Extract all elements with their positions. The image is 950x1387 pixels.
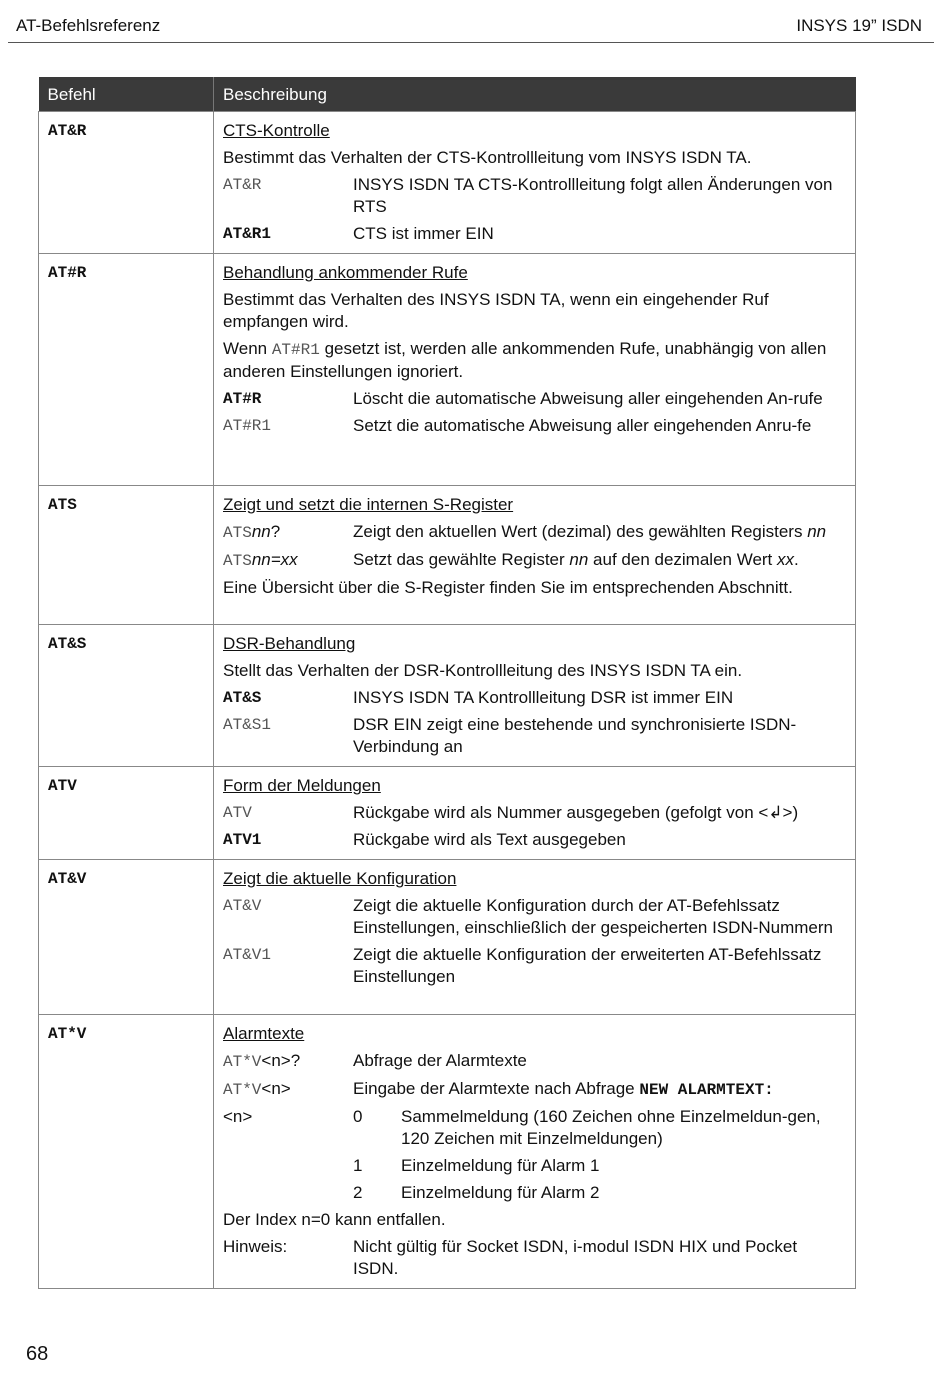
option-text: DSR EIN zeigt eine bestehende und synchronisierte ISDN-Verbindung an	[353, 715, 797, 756]
command-cell: ATV	[39, 767, 214, 860]
code-prefix: AT*V	[223, 1081, 262, 1099]
option-row	[223, 549, 846, 572]
table-row	[39, 254, 856, 486]
code-prefix: ATS	[223, 524, 252, 542]
code-suffix: <n>	[261, 1079, 291, 1098]
description-cell	[214, 860, 856, 1015]
option-code: AT&V	[223, 897, 262, 915]
param-text: Sammelmeldung (160 Zeichen ohne Einzelmeldun-gen, 120 Zeichen mit Einzelmeldungen)	[401, 1107, 821, 1148]
option-code	[223, 1078, 353, 1101]
option-row	[223, 895, 846, 939]
table-row	[39, 112, 856, 254]
text-fragment: Zeigt den aktuellen Wert (dezimal) des gewählten Registers	[353, 522, 808, 541]
inline-code: AT#R1	[271, 341, 320, 359]
description-text: Stellt das Verhalten der DSR-Kontrollleitung des INSYS ISDN TA ein.	[223, 661, 743, 680]
command-cell: AT&S	[39, 625, 214, 767]
running-header-left: AT-Befehlsreferenz	[16, 16, 161, 35]
option-text: INSYS ISDN TA CTS-Kontrollleitung folgt allen Änderungen von RTS	[353, 175, 833, 216]
description-cell	[214, 254, 856, 486]
option-text	[353, 1078, 846, 1101]
index-note: Der Index n=0 kann entfallen.	[223, 1210, 446, 1229]
command-cell: AT#R	[39, 254, 214, 486]
description-cell	[214, 112, 856, 254]
text-variable: nn	[569, 550, 589, 569]
text-fragment: auf den dezimalen Wert	[588, 550, 778, 569]
description-text: Bestimmt das Verhalten der CTS-Kontrollleitung vom INSYS ISDN TA.	[223, 148, 752, 167]
column-header-beschreibung: Beschreibung	[214, 77, 856, 112]
option-text	[353, 549, 846, 572]
table-row	[39, 486, 856, 625]
table-row	[39, 767, 856, 860]
hint-row	[223, 1236, 846, 1280]
description-text	[223, 338, 846, 383]
option-row	[223, 944, 846, 988]
hint-label: Hinweis:	[223, 1237, 288, 1256]
option-code: AT&V1	[223, 946, 272, 964]
param-value: 0	[353, 1107, 363, 1126]
option-row	[223, 521, 846, 544]
table-row	[39, 625, 856, 767]
option-code: AT&S	[223, 689, 262, 707]
param-row	[223, 1155, 846, 1177]
option-text: Löscht die automatische Abweisung aller eingehenden An-rufe	[353, 389, 823, 408]
table-row	[39, 1015, 856, 1289]
text-variable: nn	[807, 522, 827, 541]
option-row	[223, 1078, 846, 1101]
hint-text: Nicht gültig für Socket ISDN, i-modul ISDN HIX und Pocket ISDN.	[353, 1237, 798, 1278]
code-suffix: <n>?	[261, 1051, 301, 1070]
option-code: AT#R	[223, 390, 262, 408]
option-row	[223, 174, 846, 218]
param-text: Einzelmeldung für Alarm 2	[401, 1183, 600, 1202]
command-cell: AT&V	[39, 860, 214, 1015]
running-header-right: INSYS 19” ISDN	[796, 16, 922, 35]
option-row	[223, 1050, 846, 1073]
option-text: Rückgabe wird als Text ausgegeben	[353, 830, 626, 849]
param-text: Einzelmeldung für Alarm 1	[401, 1156, 600, 1175]
option-text: Rückgabe wird als Nummer ausgegeben (gefolgt von <↲>)	[353, 803, 799, 822]
option-code: AT&R1	[223, 225, 272, 243]
text-fragment: .	[794, 550, 799, 569]
code-prefix: ATS	[223, 552, 252, 570]
param-row	[223, 1106, 846, 1150]
code-suffix: ?	[270, 522, 281, 541]
description-cell	[214, 1015, 856, 1289]
description-cell	[214, 486, 856, 625]
option-text: INSYS ISDN TA Kontrollleitung DSR ist immer EIN	[353, 688, 734, 707]
option-code: AT&R	[223, 176, 262, 194]
section-title: Form der Meldungen	[223, 776, 381, 795]
option-text: Zeigt die aktuelle Konfiguration durch der AT-Befehlssatz Einstellungen, einschließlich der gespeicherten ISDN-Nummern	[353, 896, 834, 937]
section-title: DSR-Behandlung	[223, 634, 356, 653]
section-title: Behandlung ankommender Rufe	[223, 263, 468, 282]
section-title: CTS-Kontrolle	[223, 121, 330, 140]
option-code	[223, 521, 353, 544]
param-name: <n>	[223, 1107, 253, 1126]
text-fragment: Wenn	[223, 339, 272, 358]
option-row	[223, 223, 846, 245]
command-cell: ATS	[39, 486, 214, 625]
column-header-befehl: Befehl	[39, 77, 214, 112]
option-code: AT#R1	[223, 417, 272, 435]
option-text: Abfrage der Alarmtexte	[353, 1051, 527, 1070]
option-code: AT&S1	[223, 716, 272, 734]
command-cell: AT&R	[39, 112, 214, 254]
description-cell	[214, 767, 856, 860]
option-row	[223, 687, 846, 709]
text-fragment: gesetzt ist, werden alle ankommenden Rufe, unabhängig von allen anderen Einstellungen ignoriert.	[223, 339, 827, 381]
option-text: Zeigt die aktuelle Konfiguration der erweiterten AT-Befehlssatz Einstellungen	[353, 945, 822, 986]
option-code	[223, 549, 353, 572]
option-row	[223, 802, 846, 824]
option-code	[223, 1050, 353, 1073]
option-code: ATV1	[223, 831, 262, 849]
code-variable: nn=xx	[251, 550, 298, 569]
command-cell: AT*V	[39, 1015, 214, 1289]
option-row	[223, 388, 846, 410]
section-title: Zeigt die aktuelle Konfiguration	[223, 869, 457, 888]
option-row	[223, 714, 846, 758]
param-value: 2	[353, 1183, 363, 1202]
option-text	[353, 521, 846, 544]
param-row	[223, 1182, 846, 1204]
header-divider	[8, 42, 934, 43]
text-fragment: Setzt das gewählte Register	[353, 550, 570, 569]
code-prefix: AT*V	[223, 1053, 262, 1071]
description-cell	[214, 625, 856, 767]
param-value: 1	[353, 1156, 363, 1175]
option-row	[223, 829, 846, 851]
table-row	[39, 860, 856, 1015]
page-number: 68	[26, 1343, 49, 1365]
code-variable: nn	[251, 522, 271, 541]
text-variable: xx	[777, 550, 795, 569]
description-note: Eine Übersicht über die S-Register finden Sie im entsprechenden Abschnitt.	[223, 578, 793, 597]
command-reference-table	[38, 77, 856, 1289]
option-code: ATV	[223, 804, 252, 822]
text-fragment: Eingabe der Alarmtexte nach Abfrage	[353, 1079, 640, 1098]
section-title: Alarmtexte	[223, 1024, 305, 1043]
table-header-row	[39, 77, 856, 112]
option-row	[223, 415, 846, 437]
option-text: CTS ist immer EIN	[353, 224, 494, 243]
option-text: Setzt die automatische Abweisung aller eingehenden Anru-fe	[353, 416, 812, 435]
section-title: Zeigt und setzt die internen S-Register	[223, 495, 514, 514]
description-text: Bestimmt das Verhalten des INSYS ISDN TA, wenn ein eingehender Ruf empfangen wird.	[223, 290, 769, 331]
inline-code: NEW ALARMTEXT:	[639, 1081, 774, 1099]
